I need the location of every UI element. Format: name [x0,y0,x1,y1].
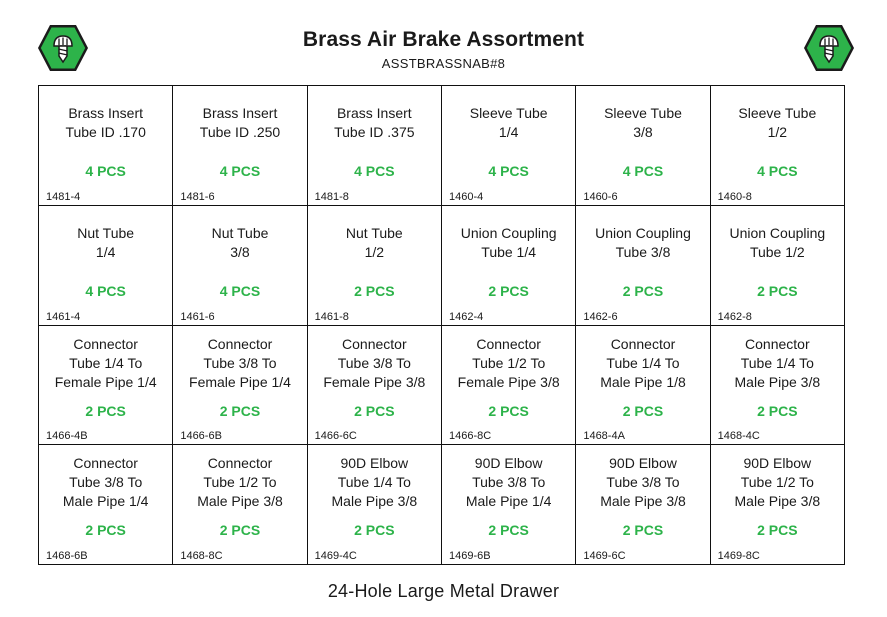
drawer-cell [576,445,710,565]
part-name: Connector Tube 1/2 To Male Pipe 3/8 [197,455,283,510]
part-quantity: 2 PCS [354,402,395,419]
part-number: 1468-4C [717,430,760,443]
part-name: Union Coupling Tube 1/4 [460,224,557,260]
part-number: 1469-8C [717,550,760,562]
part-name: 90D Elbow Tube 1/2 To Male Pipe 3/8 [734,455,821,510]
drawer-cell [39,445,173,565]
part-name: Nut Tube 1/2 [345,224,403,260]
part-quantity: 2 PCS [757,402,798,419]
drawer-cell [442,206,576,326]
drawer-cell [711,86,845,206]
part-number: 1469-4C [314,550,357,562]
part-name: Nut Tube 1/4 [77,224,135,260]
part-number: 1462-6 [583,310,618,323]
drawer-cell [576,86,710,206]
part-quantity: 2 PCS [85,522,126,539]
part-number: 1460-8 [717,190,752,203]
drawer-cell [308,445,442,565]
part-name: Brass Insert Tube ID .250 [199,105,281,140]
part-name: Connector Tube 3/8 To Female Pipe 3/8 [323,335,426,390]
part-name: 90D Elbow Tube 3/8 To Male Pipe 1/4 [465,455,552,510]
drawer-cell [711,445,845,565]
drawer-cell [442,86,576,206]
drawer-cell [173,326,307,446]
part-name: Connector Tube 1/2 To Female Pipe 3/8 [457,335,560,390]
part-number: 1460-6 [583,190,618,203]
part-quantity: 2 PCS [488,282,529,299]
drawer-cell [173,86,307,206]
part-quantity: 2 PCS [219,402,261,419]
part-name: 90D Elbow Tube 1/4 To Male Pipe 3/8 [331,455,418,510]
part-name: Brass Insert Tube ID .170 [65,105,146,140]
part-quantity: 2 PCS [354,282,395,299]
part-name: Sleeve Tube 1/4 [469,105,548,140]
part-quantity: 2 PCS [219,522,261,539]
part-quantity: 4 PCS [757,163,798,179]
part-number: 1461-6 [180,310,215,323]
part-number: 1461-4 [46,310,81,323]
part-number: 1462-4 [448,310,484,323]
part-number: 1466-6B [180,430,222,443]
part-number: 1466-8C [448,430,492,443]
part-quantity: 2 PCS [354,522,395,539]
part-name: Union Coupling Tube 3/8 [595,224,691,260]
part-name: Connector Tube 3/8 To Female Pipe 1/4 [189,335,291,390]
part-number: 1481-8 [314,190,349,203]
part-name: Connector Tube 1/4 To Female Pipe 1/4 [54,335,157,390]
drawer-cell [711,326,845,446]
drawer-cell [442,326,576,446]
part-quantity: 2 PCS [622,522,664,539]
part-name: Nut Tube 3/8 [211,224,269,260]
part-number: 1481-6 [180,190,215,203]
assortment-code: ASSTBRASSNAB#8 [381,56,506,71]
part-name: 90D Elbow Tube 3/8 To Male Pipe 3/8 [600,455,686,510]
part-quantity: 4 PCS [219,163,261,179]
part-number: 1462-8 [717,310,752,323]
part-number: 1466-6C [314,430,357,443]
part-quantity: 4 PCS [85,282,126,299]
part-quantity: 4 PCS [85,163,126,179]
drawer-cell [39,326,173,446]
part-number: 1468-8C [180,550,223,562]
page-title: Brass Air Brake Assortment [302,28,585,51]
part-number: 1468-4A [583,430,625,443]
part-name: Sleeve Tube 3/8 [604,105,682,140]
part-name: Brass Insert Tube ID .375 [334,105,415,140]
drawer-cell [576,326,710,446]
drawer-cell [576,206,710,326]
part-quantity: 2 PCS [85,402,126,419]
part-quantity: 4 PCS [219,282,261,299]
part-name: Connector Tube 1/4 To Male Pipe 1/8 [600,335,686,390]
part-number: 1460-4 [448,190,484,203]
part-quantity: 4 PCS [488,163,529,179]
part-name: Connector Tube 3/8 To Male Pipe 1/4 [62,455,149,510]
drawer-cell [308,86,442,206]
part-quantity: 2 PCS [622,402,664,419]
drawer-cell [173,206,307,326]
part-number: 1461-8 [314,310,349,323]
part-quantity: 4 PCS [622,163,664,179]
part-name: Connector Tube 1/4 To Male Pipe 3/8 [734,335,821,390]
drawer-cell [308,326,442,446]
part-number: 1469-6B [448,550,491,562]
drawer-cell [39,206,173,326]
part-quantity: 2 PCS [488,402,529,419]
part-quantity: 2 PCS [622,282,664,299]
part-number: 1466-4B [46,430,88,443]
drawer-cell [442,445,576,565]
drawer-cell [711,206,845,326]
part-quantity: 2 PCS [757,522,798,539]
part-quantity: 4 PCS [354,163,395,179]
drawer-cell [173,445,307,565]
part-name: Union Coupling Tube 1/2 [729,224,826,260]
drawer-type-label: 24-Hole Large Metal Drawer [327,581,560,601]
part-number: 1481-4 [46,190,81,203]
drawer-grid [38,85,845,565]
part-quantity: 2 PCS [488,522,529,539]
part-name: Sleeve Tube 1/2 [738,105,817,140]
part-quantity: 2 PCS [757,282,798,299]
drawer-cell [308,206,442,326]
part-number: 1468-6B [46,550,88,562]
part-number: 1469-6C [583,550,626,562]
drawer-cell [39,86,173,206]
